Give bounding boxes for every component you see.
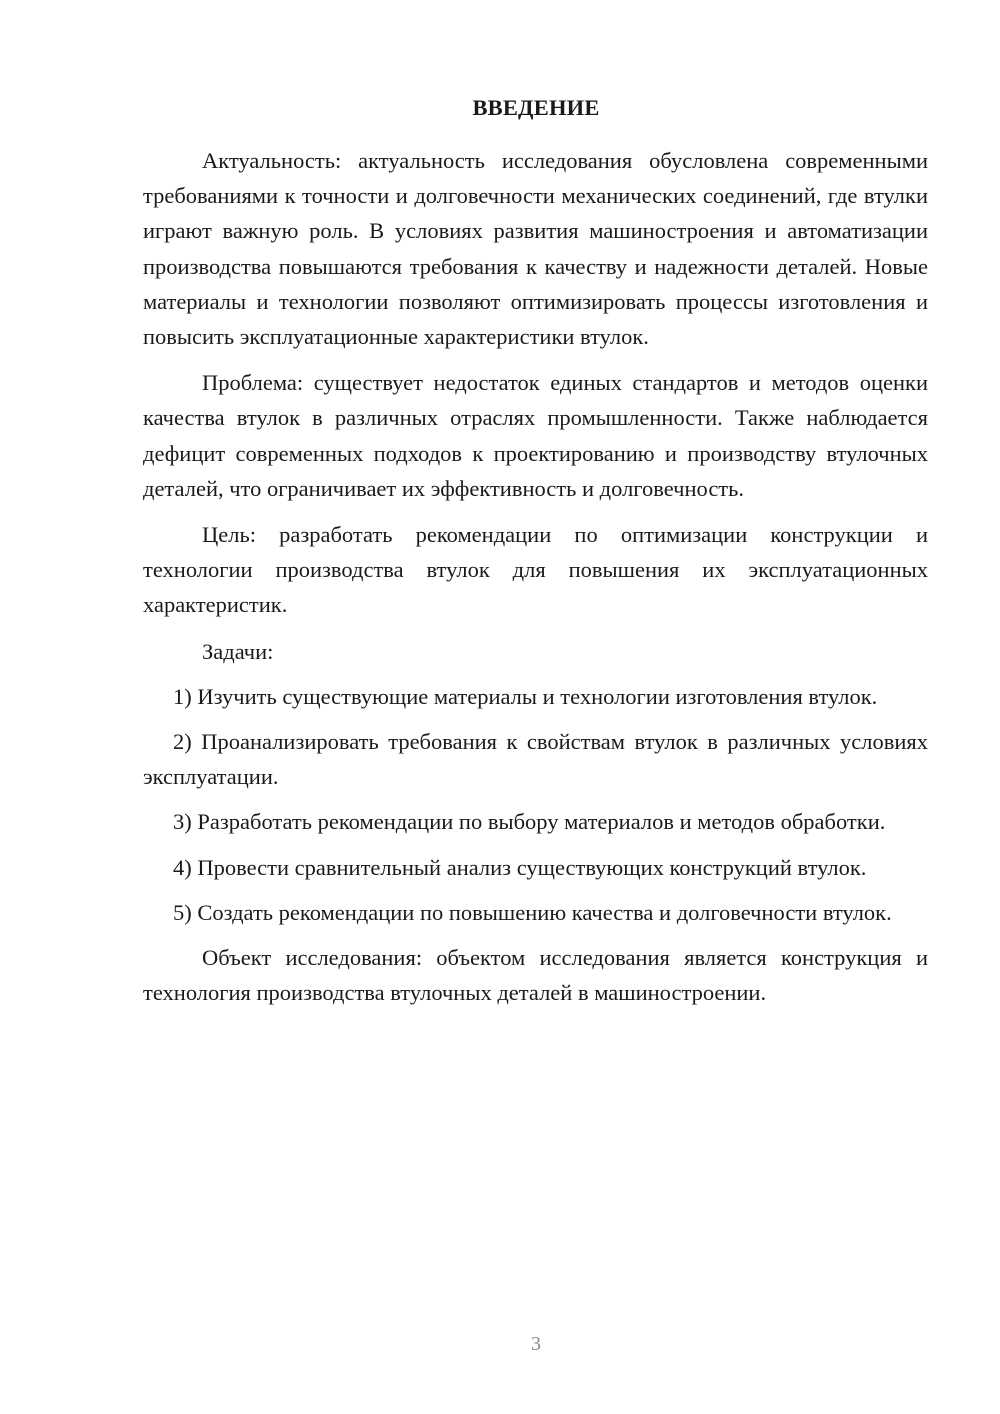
task-item: 2) Проанализировать требования к свойствам втулок в различных условиях эксплуатации. [143, 729, 928, 790]
task-item: 4) Провести сравнительный анализ существующих конструкций втулок. [173, 854, 867, 880]
object-paragraph: Объект исследования: объектом исследования является конструкция и технология производства втулочных деталей в машиностроении. [143, 945, 928, 1006]
relevance-paragraph: Актуальность: актуальность исследования обусловлена современными требованиями к точности и долговечности механических соединений, где втулки играют важную роль. В условиях развития машиностроения и автоматизации производства повышаются требования к качеству и надежности деталей. Новые материалы и технологии позволяют оптимизировать процессы изготовления и повысить эксплуатационные характеристики втулок. [143, 148, 928, 350]
page-number: 3 [531, 1333, 541, 1355]
document-body [143, 143, 928, 1021]
section-heading: ВВЕДЕНИЕ [472, 95, 600, 120]
tasks-label: Задачи: [202, 638, 274, 664]
problem-paragraph: Проблема: существует недостаток единых стандартов и методов оценки качества втулок в различных отраслях промышленности. Также наблюдается дефицит современных подходов к проектированию и производству втулочных деталей, что ограничивает их эффективность и долговечность. [143, 370, 928, 501]
task-item: 3) Разработать рекомендации по выбору материалов и методов обработки. [173, 809, 886, 835]
task-item: 5) Создать рекомендации по повышению качества и долговечности втулок. [173, 899, 892, 925]
task-item: 1) Изучить существующие материалы и технологии изготовления втулок. [173, 683, 878, 709]
goal-paragraph: Цель: разработать рекомендации по оптимизации конструкции и технологии производства втулок для повышения их эксплуатационных характеристик. [143, 522, 928, 618]
